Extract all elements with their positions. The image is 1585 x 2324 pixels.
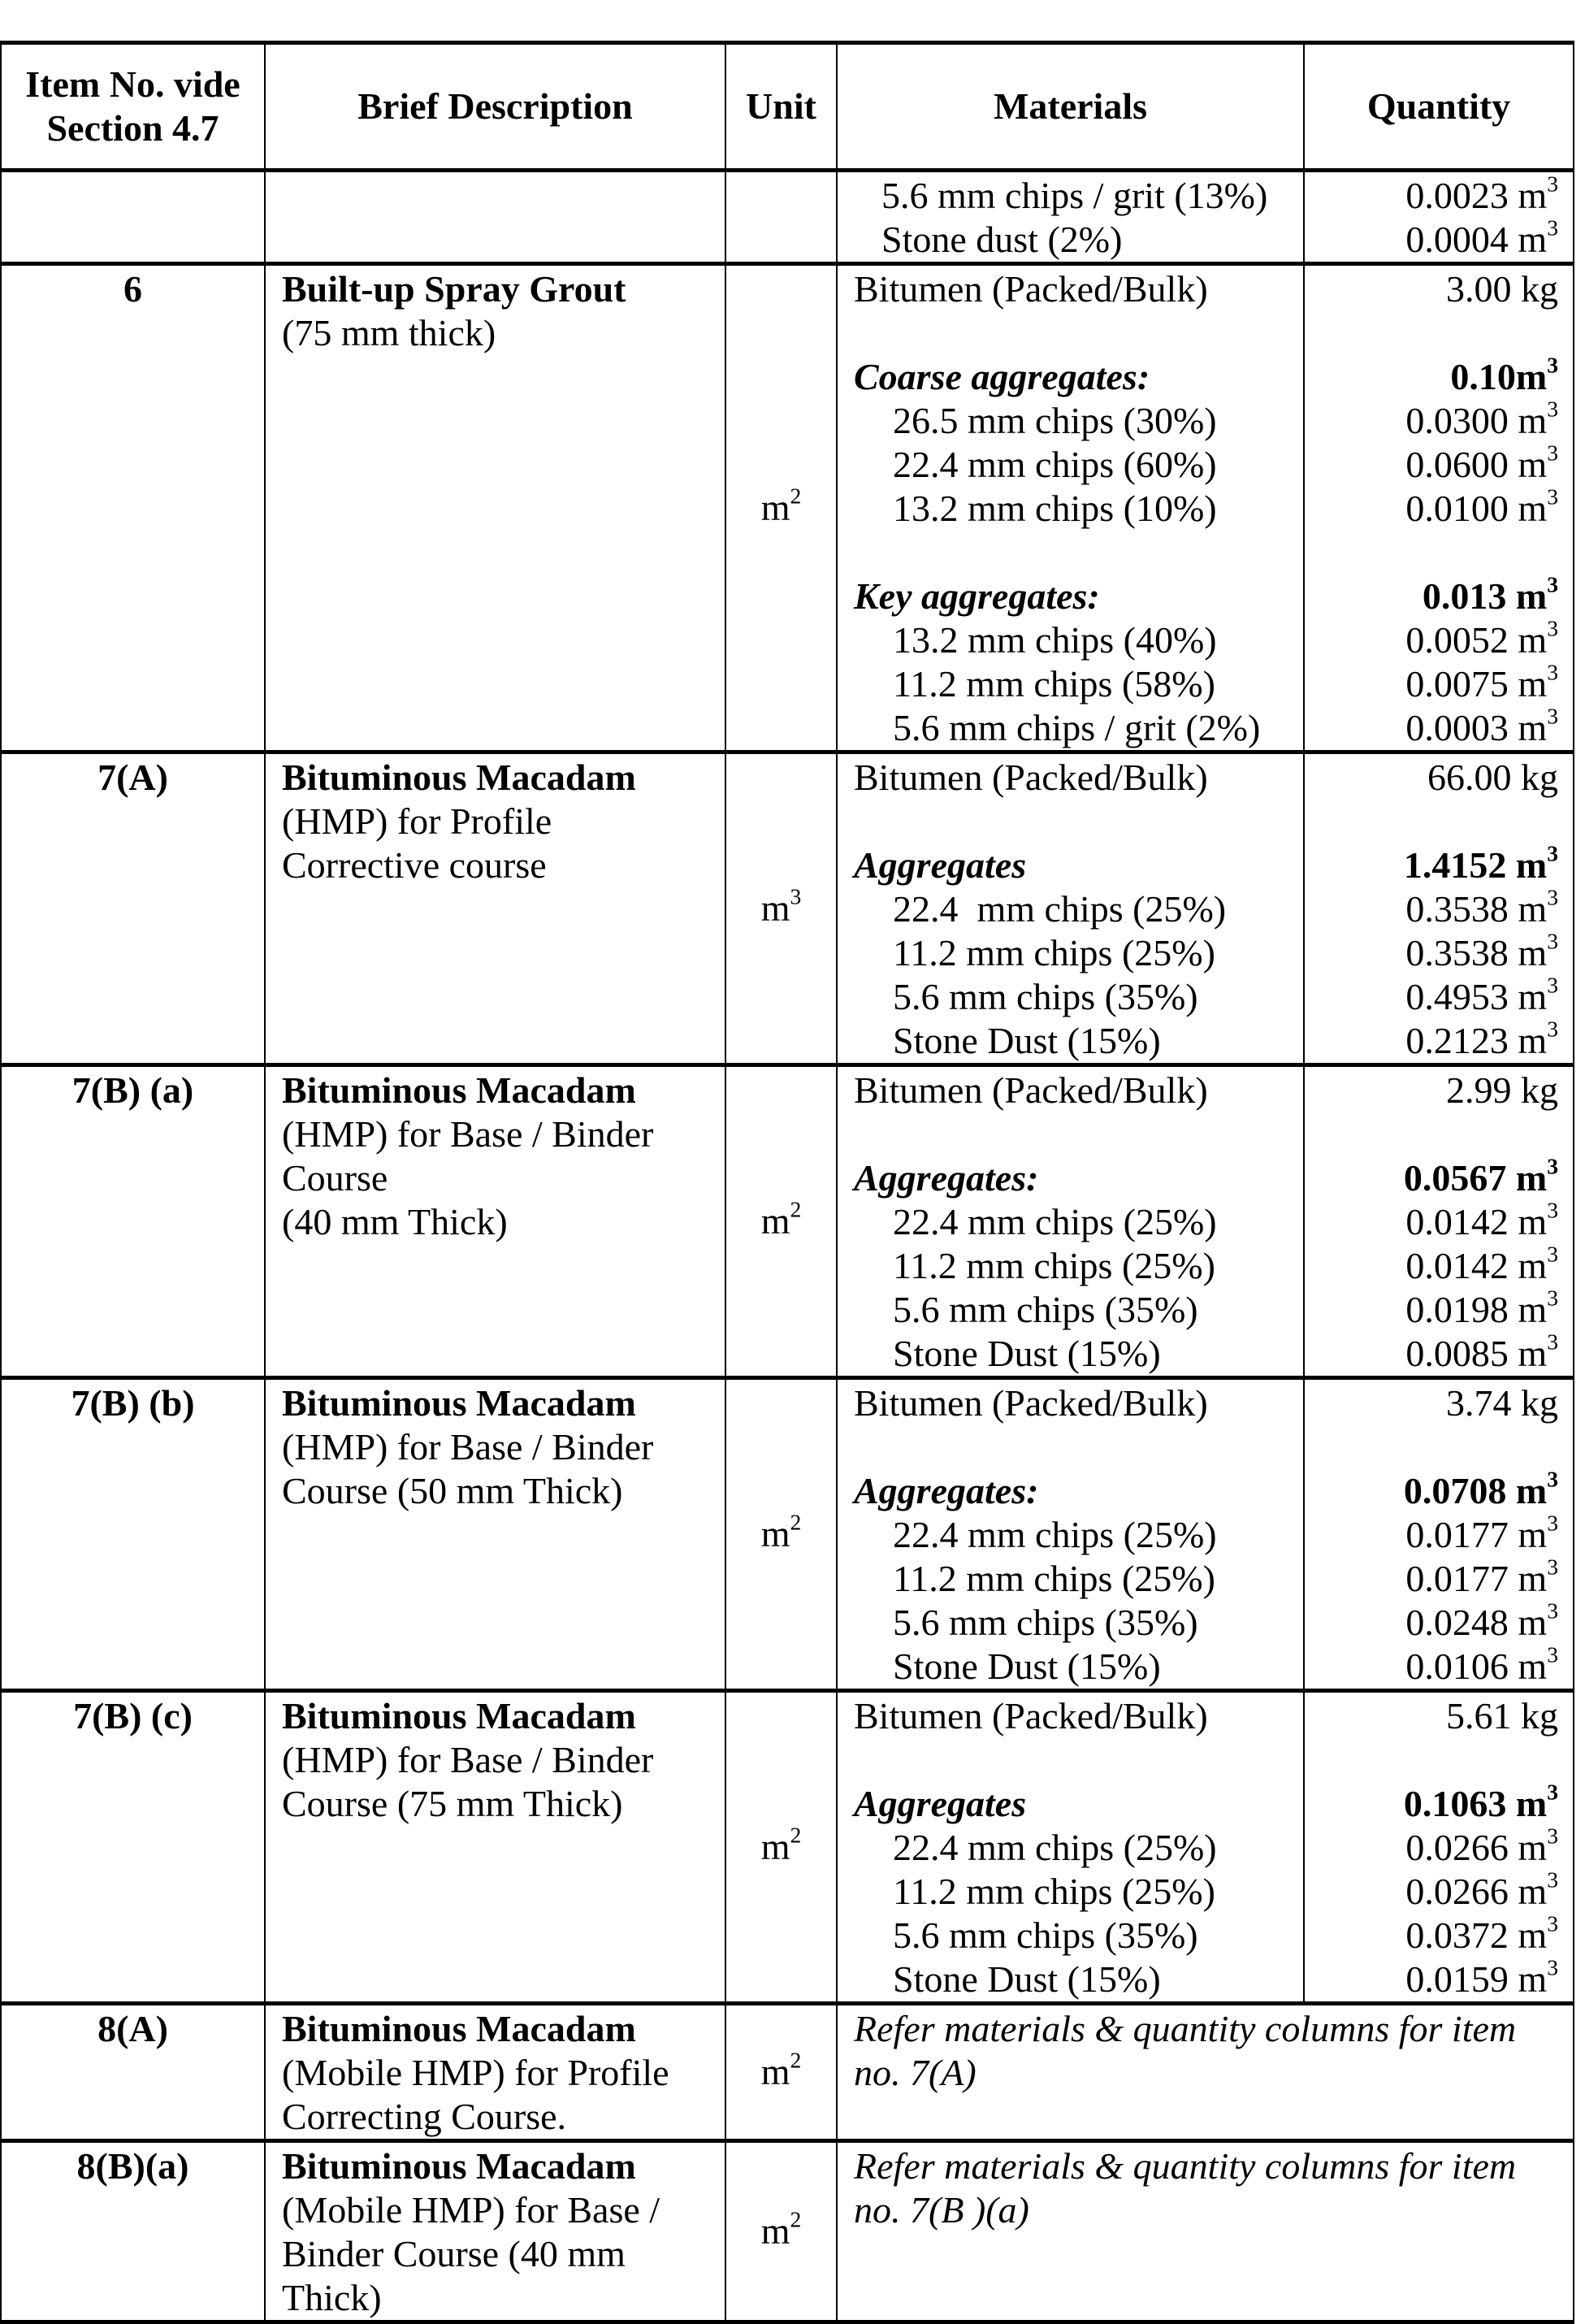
table-row — [1, 1691, 1574, 2004]
material-item — [854, 1112, 1295, 1156]
unit-cell — [725, 264, 837, 752]
materials-cell — [837, 264, 1304, 752]
quantity-exponent: 3 — [1547, 1641, 1558, 1667]
material-item: 5.6 mm chips / grit (13%) — [881, 175, 1268, 216]
description-cell — [265, 1065, 725, 1378]
description-cell — [265, 171, 725, 264]
description-cell — [265, 2141, 725, 2322]
material-item — [854, 311, 1295, 355]
header-description: Brief Description — [265, 43, 725, 171]
quantity-exponent: 3 — [1547, 884, 1558, 910]
quantity-text: 3.00 kg — [1446, 268, 1558, 310]
description-line: Course (75 mm Thick) — [282, 1783, 623, 1824]
description-line: (HMP) for Base / Binder — [282, 1113, 654, 1155]
quantity-value — [1313, 615, 1558, 662]
material-item: Stone dust (2%) — [881, 219, 1123, 260]
material-item: Stone Dust (15%) — [893, 1958, 1161, 2000]
description-title: Bituminous Macadam — [282, 2008, 636, 2049]
quantity-exponent: 3 — [1547, 1910, 1558, 1936]
description-cell — [265, 1691, 725, 2004]
quantity-text: 0.0600 m — [1405, 444, 1548, 485]
quantity-text: 0.4953 m — [1405, 976, 1548, 1017]
quantity-text: 0.013 m — [1422, 575, 1548, 617]
quantity-text: 0.0004 m — [1405, 219, 1548, 260]
reference-note-cell — [837, 2141, 1574, 2322]
material-item: Stone Dust (15%) — [893, 1645, 1161, 1687]
unit-exponent: 2 — [790, 1509, 802, 1535]
quantity-text: 0.0567 m — [1403, 1157, 1548, 1199]
table-row — [1, 752, 1574, 1065]
unit-cell — [725, 2141, 837, 2322]
table-body — [1, 171, 1574, 2322]
reference-note-line: no. 7(A) — [854, 2052, 977, 2093]
header-unit: Unit — [725, 43, 837, 171]
item-number-cell: 7(B) (c) — [1, 1691, 265, 2004]
quantity-text: 0.0708 m — [1403, 1470, 1548, 1511]
material-item — [854, 1425, 1295, 1469]
material-item: Bitumen (Packed/Bulk) — [854, 757, 1208, 798]
table-row — [1, 264, 1574, 752]
quantity-value — [1313, 703, 1558, 750]
material-group-heading: Coarse aggregates: — [854, 356, 1150, 397]
quantity-exponent: 3 — [1547, 1823, 1558, 1849]
material-item: 5.6 mm chips / grit (2%) — [893, 707, 1261, 748]
material-item: 11.2 mm chips (25%) — [893, 932, 1215, 973]
quantity-text: 2.99 kg — [1446, 1069, 1558, 1111]
quantity-exponent: 3 — [1547, 1016, 1558, 1042]
material-item: 22.4 mm chips (25%) — [893, 1514, 1217, 1555]
quantity-text: 0.3538 m — [1405, 932, 1548, 973]
quantity-value — [1313, 800, 1558, 843]
quantity-value — [1313, 1554, 1558, 1601]
material-item: Stone Dust (15%) — [893, 1020, 1161, 1061]
quantity-exponent: 3 — [1547, 483, 1558, 509]
unit-exponent: 2 — [790, 1822, 802, 1848]
quantity-text: 0.0266 m — [1405, 1827, 1548, 1868]
unit-exponent: 3 — [790, 883, 802, 909]
header-item-line1: Item No. vide — [25, 63, 240, 105]
table-row — [1, 1065, 1574, 1378]
unit-exponent: 2 — [790, 2047, 802, 2073]
quantity-text: 0.0003 m — [1405, 707, 1548, 748]
quantity-text: 66.00 kg — [1427, 757, 1558, 798]
quantity-value — [1313, 1285, 1558, 1332]
description-line: Thick) — [282, 2277, 382, 2318]
description-line: Course — [282, 1157, 388, 1199]
quantity-value — [1313, 396, 1558, 443]
materials-cell — [837, 1065, 1304, 1378]
material-item: 11.2 mm chips (25%) — [893, 1558, 1215, 1599]
quantity-text: 3.74 kg — [1446, 1382, 1558, 1424]
header-item-line2: Section 4.7 — [46, 107, 219, 149]
description-cell — [265, 1378, 725, 1691]
description-cell — [265, 752, 725, 1065]
quantity-value — [1313, 1910, 1558, 1958]
quantity-text: 5.61 kg — [1446, 1695, 1558, 1736]
item-number-cell: 7(B) (a) — [1, 1065, 265, 1378]
quantity-exponent: 3 — [1547, 659, 1558, 685]
item-number-cell: 7(A) — [1, 752, 265, 1065]
quantity-text: 0.2123 m — [1405, 1020, 1548, 1061]
quantity-text: 1.4152 m — [1403, 844, 1548, 886]
header-quantity: Quantity — [1304, 43, 1574, 171]
materials-cell — [837, 1378, 1304, 1691]
quantity-value — [1313, 1329, 1558, 1376]
quantity-text: 0.0085 m — [1405, 1333, 1548, 1374]
quantity-value — [1313, 1954, 1558, 2001]
unit-cell — [725, 1691, 837, 2004]
quantity-value — [1313, 659, 1558, 706]
quantity-exponent: 3 — [1547, 1197, 1558, 1223]
reference-note-line: Refer materials & quantity columns for item — [854, 2008, 1517, 2049]
header-row — [1, 43, 1574, 171]
material-item — [854, 531, 1295, 574]
material-item: Stone Dust (15%) — [893, 1333, 1161, 1374]
quantity-value — [1313, 1381, 1558, 1425]
quantity-text: 0.0142 m — [1405, 1245, 1548, 1286]
quantity-exponent: 3 — [1547, 396, 1558, 422]
unit-cell — [725, 1378, 837, 1691]
material-item: Bitumen (Packed/Bulk) — [854, 1069, 1208, 1111]
quantity-value — [1313, 756, 1558, 800]
quantity-cell — [1304, 1691, 1574, 2004]
description-title: Bituminous Macadam — [282, 1069, 636, 1111]
quantity-value — [1313, 1694, 1558, 1738]
quantity-value — [1313, 352, 1558, 399]
quantity-text: 0.1063 m — [1403, 1783, 1548, 1824]
quantity-value — [1313, 1241, 1558, 1288]
material-item: 5.6 mm chips (35%) — [893, 1289, 1198, 1330]
item-number-cell: 8(A) — [1, 2004, 265, 2141]
quantity-value — [1313, 311, 1558, 355]
description-line: (HMP) for Base / Binder — [282, 1739, 654, 1780]
description-line: (Mobile HMP) for Base / — [282, 2189, 660, 2231]
unit-cell — [725, 171, 837, 264]
quantity-value — [1313, 972, 1558, 1019]
quantity-exponent: 3 — [1547, 1153, 1558, 1179]
unit-text: m — [760, 887, 790, 929]
material-item: Bitumen (Packed/Bulk) — [854, 1382, 1208, 1424]
description-title: Bituminous Macadam — [282, 1695, 636, 1736]
unit-text: m — [760, 1513, 790, 1554]
quantity-exponent: 3 — [1547, 1867, 1558, 1893]
quantity-text: 0.10m — [1450, 356, 1548, 397]
material-group-heading: Key aggregates: — [854, 575, 1100, 617]
table-row — [1, 2141, 1574, 2322]
quantity-value — [1313, 1867, 1558, 1914]
quantity-value — [1313, 1779, 1558, 1826]
description-line: (Mobile HMP) for Profile — [282, 2052, 669, 2093]
quantity-text: 0.0266 m — [1405, 1871, 1548, 1912]
quantity-value — [1313, 267, 1558, 311]
unit-text: m — [760, 1826, 790, 1867]
item-number-cell: 8(B)(a) — [1, 2141, 265, 2322]
quantity-cell — [1304, 264, 1574, 752]
unit-text: m — [760, 2210, 790, 2252]
material-item: 22.4 mm chips (25%) — [893, 1201, 1217, 1242]
quantity-value — [1313, 1598, 1558, 1645]
quantity-exponent: 3 — [1547, 1598, 1558, 1624]
unit-cell — [725, 2004, 837, 2141]
quantity-text: 0.0300 m — [1405, 400, 1548, 441]
description-line: (HMP) for Base / Binder — [282, 1426, 654, 1468]
description-line: (75 mm thick) — [282, 312, 496, 353]
quantity-text: 0.0075 m — [1405, 663, 1548, 705]
quantity-value — [1313, 1510, 1558, 1557]
quantity-exponent: 3 — [1547, 440, 1558, 466]
material-item: 22.4 mm chips (60%) — [893, 444, 1217, 485]
quantity-value — [1313, 1112, 1558, 1156]
quantity-exponent: 3 — [1547, 972, 1558, 998]
quantity-exponent: 3 — [1547, 1285, 1558, 1311]
quantity-text: 0.0106 m — [1405, 1645, 1548, 1687]
quantity-value — [1313, 215, 1558, 262]
description-cell — [265, 2004, 725, 2141]
unit-exponent: 2 — [790, 2206, 802, 2232]
quantity-exponent: 3 — [1547, 615, 1558, 641]
material-item: 11.2 mm chips (25%) — [893, 1245, 1215, 1286]
quantity-value — [1313, 1153, 1558, 1200]
quantity-exponent: 3 — [1547, 928, 1558, 954]
quantity-value — [1313, 171, 1558, 218]
materials-cell — [837, 1691, 1304, 2004]
quantity-text: 0.0052 m — [1405, 619, 1548, 661]
materials-cell — [837, 752, 1304, 1065]
materials-quantity-table — [0, 41, 1574, 2324]
material-group-heading: Aggregates: — [854, 1157, 1039, 1199]
unit-exponent: 2 — [790, 483, 802, 509]
quantity-value — [1313, 1069, 1558, 1112]
unit-cell — [725, 1065, 837, 1378]
material-item: 11.2 mm chips (25%) — [893, 1871, 1215, 1912]
quantity-value — [1313, 884, 1558, 931]
material-item: 5.6 mm chips (35%) — [893, 1914, 1198, 1956]
material-group-heading: Aggregates — [854, 1783, 1027, 1824]
quantity-value — [1313, 1466, 1558, 1513]
material-item — [854, 800, 1295, 843]
quantity-text: 0.3538 m — [1405, 888, 1548, 930]
unit-exponent: 2 — [790, 1196, 802, 1222]
quantity-value — [1313, 1016, 1558, 1063]
quantity-value — [1313, 1641, 1558, 1689]
quantity-text: 0.0248 m — [1405, 1602, 1548, 1643]
description-line: Binder Course (40 mm — [282, 2233, 626, 2274]
description-line: (40 mm Thick) — [282, 1201, 508, 1242]
table-row — [1, 2004, 1574, 2141]
material-item: 5.6 mm chips (35%) — [893, 1602, 1198, 1643]
description-title: Bituminous Macadam — [282, 2145, 636, 2187]
quantity-value — [1313, 531, 1558, 574]
materials-cell — [837, 171, 1304, 264]
quantity-value — [1313, 440, 1558, 487]
description-title: Bituminous Macadam — [282, 757, 636, 798]
quantity-exponent: 3 — [1547, 1329, 1558, 1355]
material-item: 13.2 mm chips (10%) — [893, 488, 1217, 529]
quantity-value — [1313, 1823, 1558, 1870]
quantity-value — [1313, 1425, 1558, 1469]
material-item: 11.2 mm chips (58%) — [893, 663, 1215, 705]
quantity-value — [1313, 1197, 1558, 1244]
unit-text: m — [760, 487, 790, 528]
material-item: 5.6 mm chips (35%) — [893, 976, 1198, 1017]
material-item: 13.2 mm chips (40%) — [893, 619, 1217, 661]
quantity-exponent: 3 — [1547, 171, 1558, 197]
quantity-text: 0.0177 m — [1405, 1514, 1548, 1555]
header-materials: Materials — [837, 43, 1304, 171]
quantity-value — [1313, 840, 1558, 887]
quantity-text: 0.0100 m — [1405, 488, 1548, 529]
header-item-no — [1, 43, 265, 171]
description-line: (HMP) for Profile — [282, 800, 552, 842]
quantity-text: 0.0177 m — [1405, 1558, 1548, 1599]
quantity-cell — [1304, 1065, 1574, 1378]
material-group-heading: Aggregates: — [854, 1470, 1039, 1511]
description-line: Correcting Course. — [282, 2096, 567, 2137]
item-number-cell: 7(B) (b) — [1, 1378, 265, 1691]
unit-text: m — [760, 2051, 790, 2092]
description-cell — [265, 264, 725, 752]
description-line: Course (50 mm Thick) — [282, 1470, 623, 1511]
quantity-exponent: 3 — [1547, 571, 1558, 597]
item-number-cell — [1, 171, 265, 264]
quantity-exponent: 3 — [1547, 1466, 1558, 1492]
quantity-exponent: 3 — [1547, 1241, 1558, 1267]
reference-note-line: Refer materials & quantity columns for item — [854, 2145, 1517, 2187]
table-row — [1, 171, 1574, 264]
material-group-heading: Aggregates — [854, 844, 1027, 886]
item-number-cell: 6 — [1, 264, 265, 752]
description-title: Bituminous Macadam — [282, 1382, 636, 1424]
quantity-cell — [1304, 171, 1574, 264]
quantity-exponent: 3 — [1547, 215, 1558, 241]
quantity-exponent: 3 — [1547, 1779, 1558, 1805]
material-item: 22.4 mm chips (25%) — [893, 888, 1227, 930]
description-title: Built-up Spray Grout — [282, 268, 626, 310]
description-line: Corrective course — [282, 844, 547, 886]
quantity-value — [1313, 1738, 1558, 1782]
quantity-exponent: 3 — [1547, 1954, 1558, 1980]
unit-cell — [725, 752, 837, 1065]
quantity-exponent: 3 — [1547, 1554, 1558, 1580]
material-item: 22.4 mm chips (25%) — [893, 1827, 1217, 1868]
reference-note-cell — [837, 2004, 1574, 2141]
material-item: 26.5 mm chips (30%) — [893, 400, 1217, 441]
reference-note-line: no. 7(B )(a) — [854, 2189, 1029, 2231]
table-row — [1, 1378, 1574, 1691]
quantity-value — [1313, 928, 1558, 975]
quantity-exponent: 3 — [1547, 1510, 1558, 1536]
material-item: Bitumen (Packed/Bulk) — [854, 1695, 1208, 1736]
quantity-exponent: 3 — [1547, 703, 1558, 729]
quantity-cell — [1304, 1378, 1574, 1691]
quantity-text: 0.0198 m — [1405, 1289, 1548, 1330]
quantity-value — [1313, 483, 1558, 531]
quantity-text: 0.0023 m — [1405, 175, 1548, 216]
quantity-cell — [1304, 752, 1574, 1065]
material-item — [854, 1738, 1295, 1782]
quantity-exponent: 3 — [1547, 840, 1558, 866]
quantity-exponent: 3 — [1547, 352, 1558, 378]
quantity-text: 0.0142 m — [1405, 1201, 1548, 1242]
material-item: Bitumen (Packed/Bulk) — [854, 268, 1208, 310]
quantity-text: 0.0159 m — [1405, 1958, 1548, 2000]
unit-text: m — [760, 1200, 790, 1242]
quantity-value — [1313, 571, 1558, 618]
quantity-text: 0.0372 m — [1405, 1914, 1548, 1956]
